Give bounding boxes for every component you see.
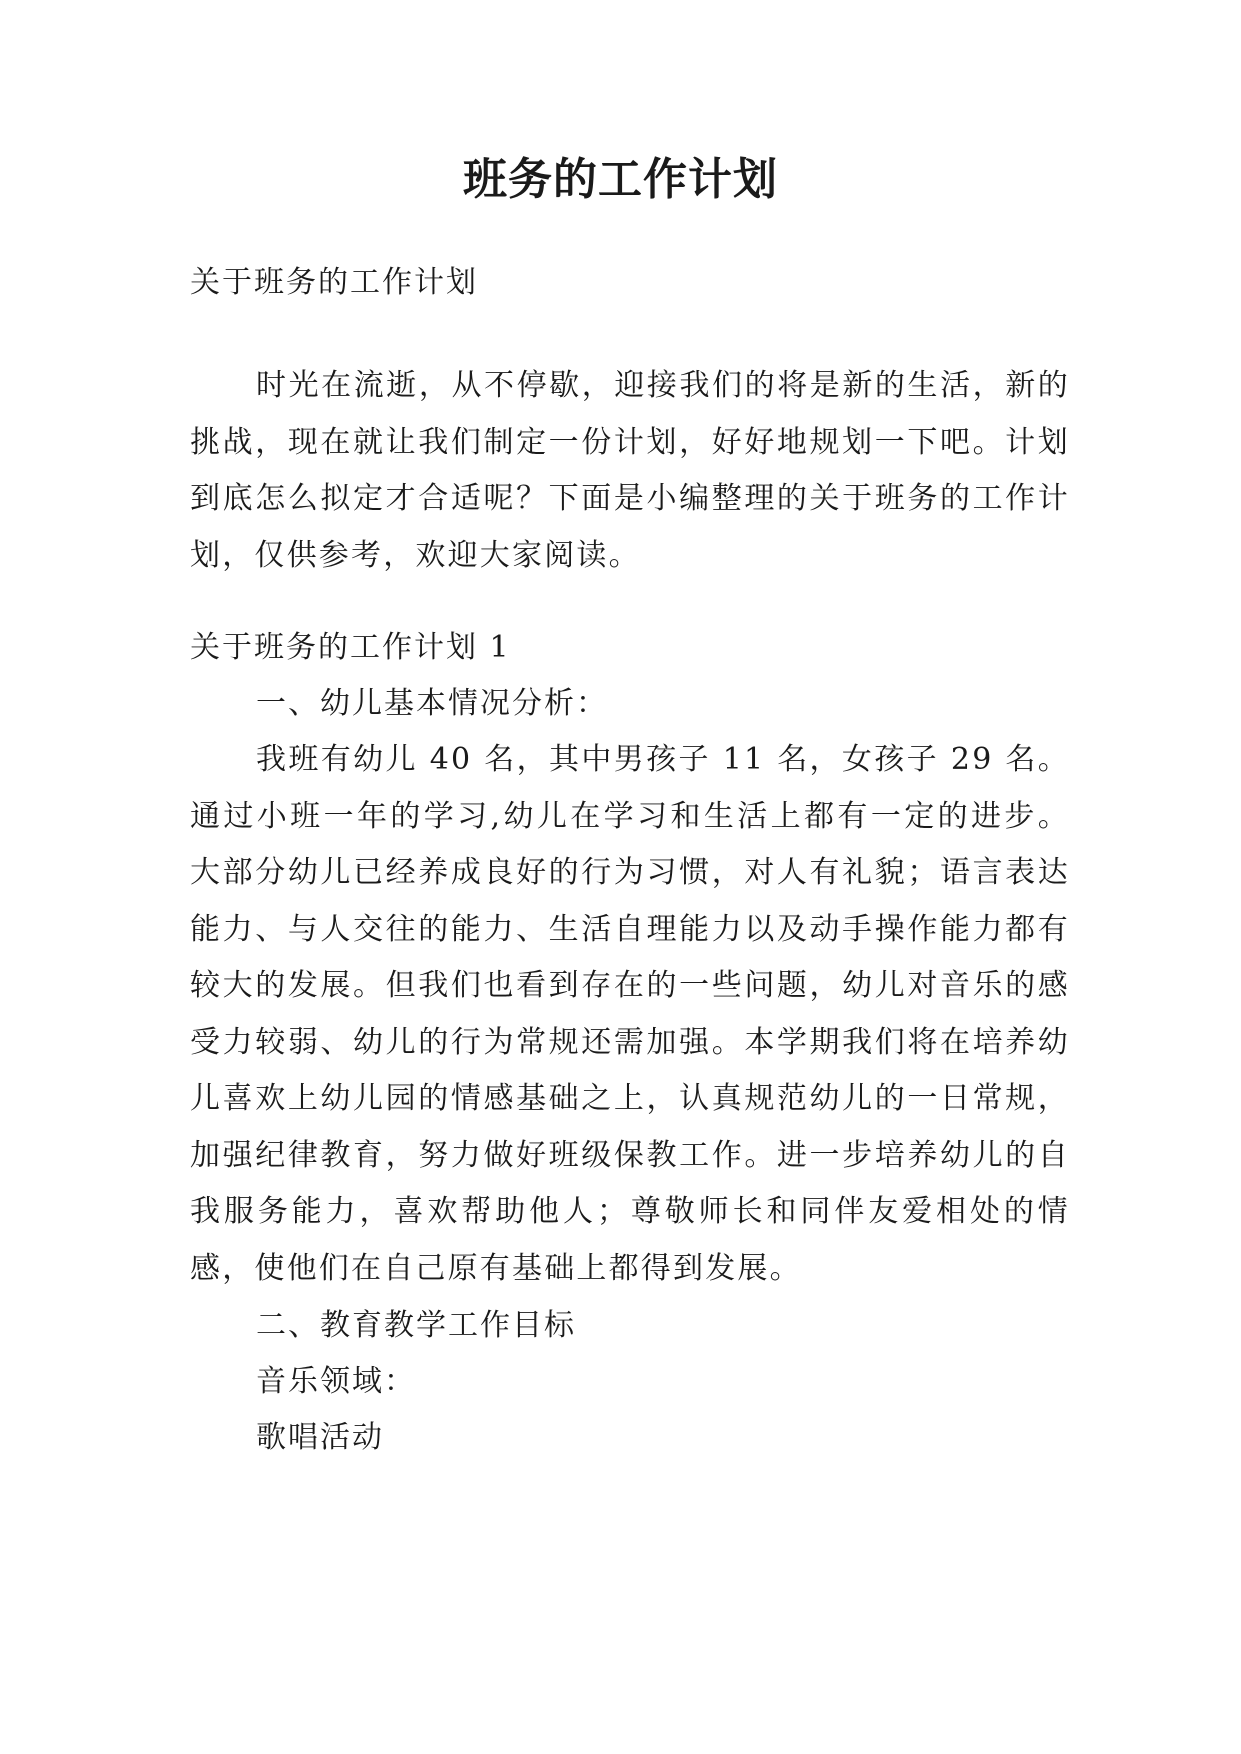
section-heading: 关于班务的工作计划 1 (190, 630, 511, 665)
part1-body-paragraph: 我班有幼儿 40 名，其中男孩子 11 名，女孩子 29 名。通过小班一年的学习,幼儿在学习和生活上都有一定的进步。大部分幼儿已经养成良好的行为习惯，对人有礼貌；语言表达能力、与人交往的能力、生活自理能力以及动手操作能力都有较大的发展。但我们也看到存在的一些问题，幼儿对音乐的感受力较弱、幼儿的行为常规还需加强。本学期我们将在培养幼儿喜欢上幼儿园的情感基础之上，认真规范幼儿的一日常规，加强纪律教育，努力做好班级保教工作。进一步培养幼儿的自我服务能力，喜欢帮助他人；尊敬师长和同伴友爱相处的情感，使他们在自己原有基础上都得到发展。 (190, 742, 1070, 1286)
part1-heading: 一、幼儿基本情况分析： (256, 686, 608, 721)
document-subtitle: 关于班务的工作计划 (190, 265, 478, 300)
intro-paragraph: 时光在流逝，从不停歇，迎接我们的将是新的生活，新的挑战，现在就让我们制定一份计划，好好地规划一下吧。计划到底怎么拟定才合适呢？下面是小编整理的关于班务的工作计划，仅供参考，欢迎大家阅读。 (190, 368, 1070, 573)
part2-heading: 二、教育教学工作目标 (256, 1308, 576, 1343)
music-domain-heading: 音乐领域： (256, 1364, 416, 1399)
document-title: 班务的工作计划 (463, 154, 778, 205)
singing-activity-heading: 歌唱活动 (256, 1420, 384, 1455)
